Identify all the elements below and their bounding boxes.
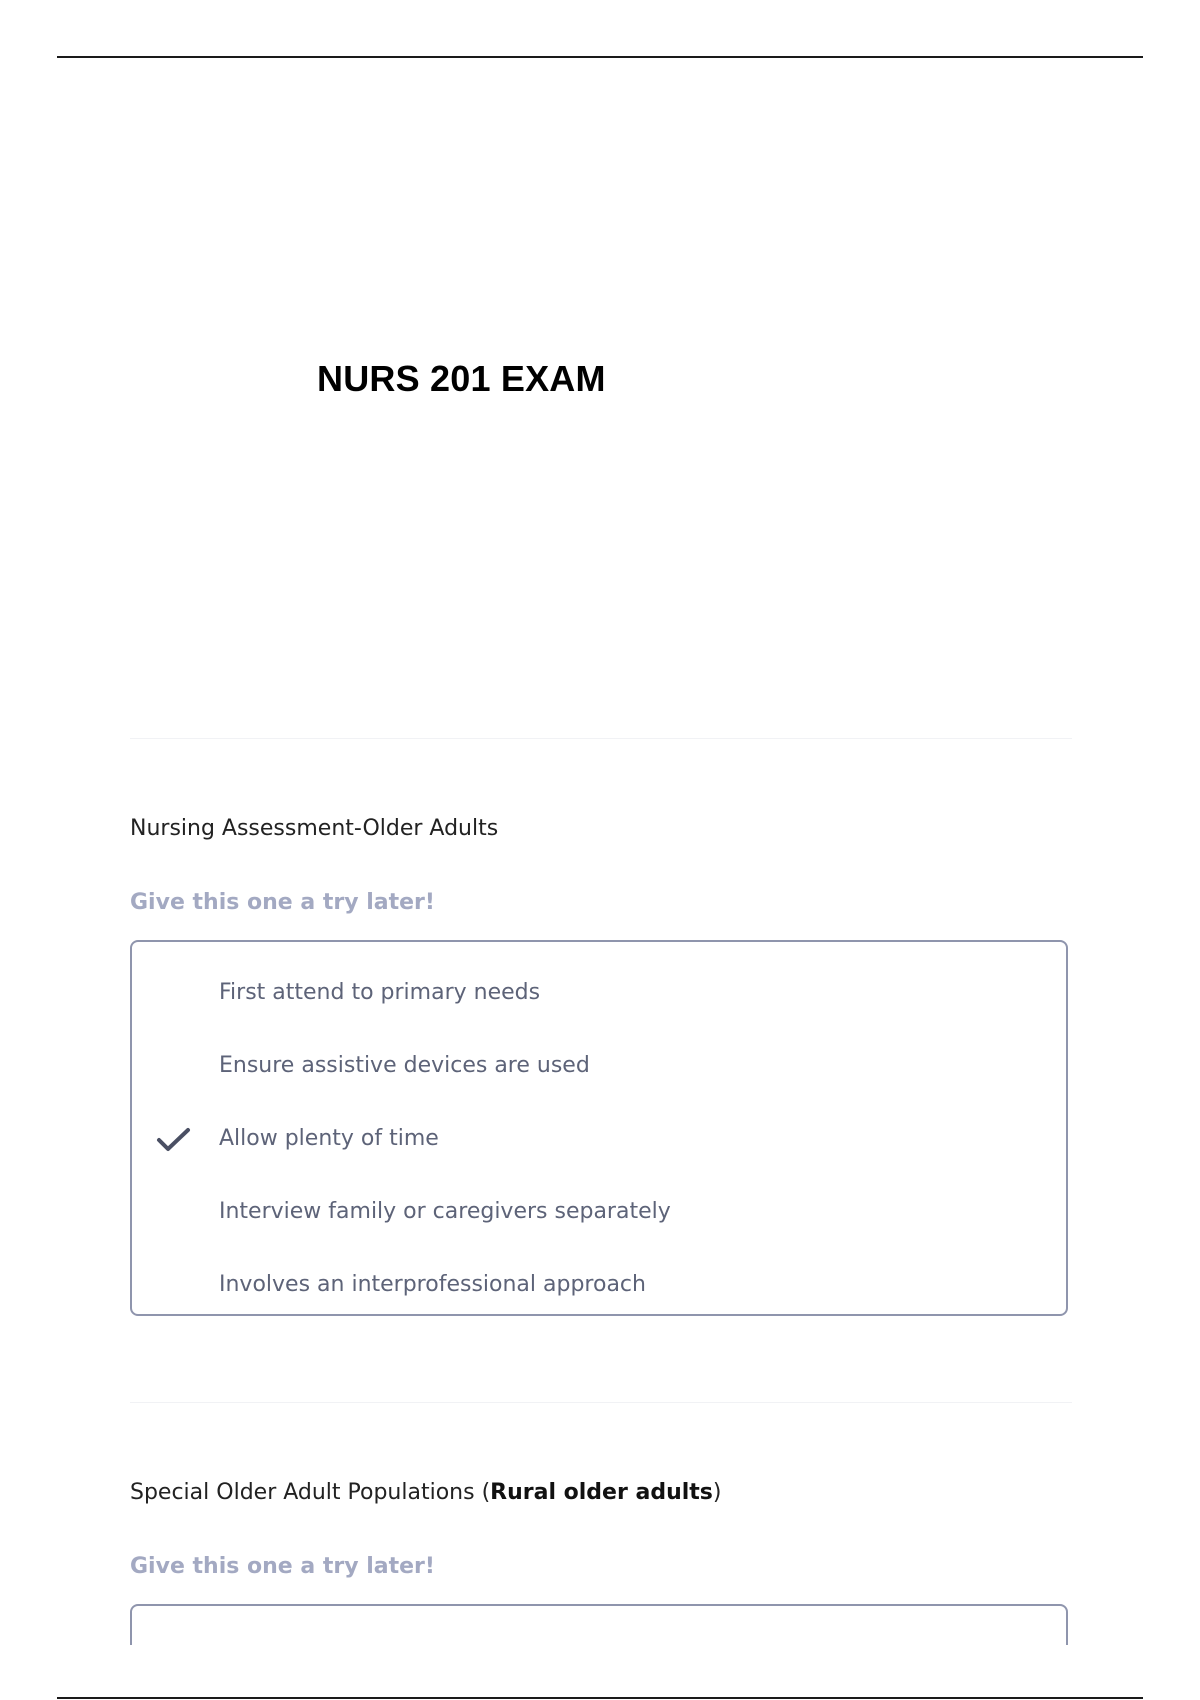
answer-option-label: First attend to primary needs [219,980,541,1005]
card-heading-prefix: Special Older Adult Populations ( [130,1480,491,1505]
answer-option-label: Interview family or caregivers separately [219,1199,671,1224]
flashcard-list [130,0,1072,1645]
card-separator [130,738,1072,739]
card-separator [130,1402,1072,1403]
flashcard-nursing-assessment [130,816,1072,1336]
answer-options-box [130,1604,1068,1645]
try-later-status: Give this one a try later! [130,890,435,915]
checkmark-icon [156,1126,192,1154]
card-heading: Nursing Assessment-Older Adults [130,816,499,841]
page-bottom-rule [57,1697,1143,1699]
answer-option-selected[interactable] [132,1118,1066,1162]
try-later-status: Give this one a try later! [130,1554,435,1579]
answer-option[interactable] [132,1191,1066,1235]
card-heading-suffix: ) [712,1480,722,1505]
document-title: NURS 201 EXAM [317,358,606,399]
answer-option-label: Allow plenty of time [219,1126,439,1151]
card-heading [130,1480,722,1505]
answer-option-label: Involves an interprofessional approach [219,1272,646,1297]
answer-options-box [130,940,1068,1316]
answer-option[interactable] [132,1045,1066,1089]
flashcard-rural-older-adults [130,1480,1072,1645]
answer-option[interactable] [132,972,1066,1016]
answer-option[interactable] [132,1264,1066,1308]
card-heading-emphasis: Rural older adults [490,1480,713,1505]
answer-option-label: Ensure assistive devices are used [219,1053,590,1078]
